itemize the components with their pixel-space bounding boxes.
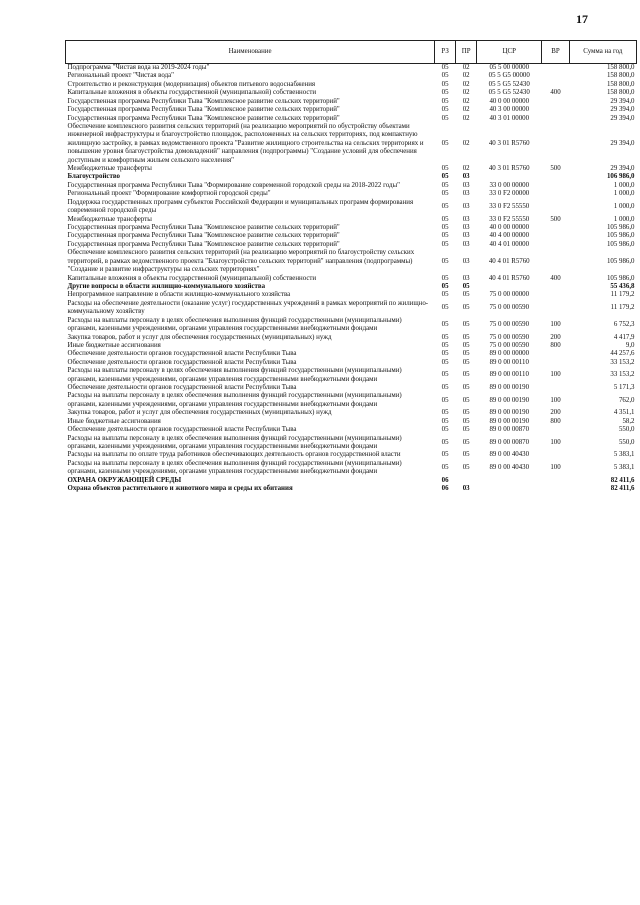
cell-rz: 05	[441, 224, 449, 232]
cell-name: Расходы на выплаты персоналу в целях обеспечения выполнения функций государственными (муниципальными) органами, казенными учреждениями, органами управления государственными внебюджетными фондами	[67, 367, 402, 383]
table-row	[66, 64, 637, 73]
cell-rz: 05	[441, 464, 449, 472]
cell-name: Расходы на выплаты персоналу в целях обеспечения выполнения функций государственными (муниципальными) органами, казенными учреждениями, органами управления государственными внебюджетными фондами	[67, 392, 402, 408]
cell-csr: 75 0 00 00000	[489, 291, 530, 299]
cell-pr: 05	[462, 417, 470, 425]
cell-name: Государственная программа Республики Тыва "Комплексное развитие сельских территорий"	[67, 232, 340, 240]
cell-sum: 5 383,1	[613, 464, 635, 472]
cell-rz: 05	[441, 282, 449, 290]
cell-vr: 100	[550, 464, 561, 472]
column-header-sum: Сумма на год	[569, 41, 636, 64]
table-row	[66, 342, 637, 350]
column-header-rz: РЗ	[435, 41, 456, 64]
cell-sum: 1 000,0	[613, 190, 635, 198]
cell-csr: 89 0 00 00110	[489, 358, 529, 366]
cell-csr: 89 0 00 00110	[489, 371, 529, 379]
cell-csr: 89 0 00 00190	[489, 417, 530, 425]
cell-vr	[542, 451, 569, 459]
cell-name: Государственная программа Республики Тыва "Комплексное развитие сельских территорий"	[67, 97, 340, 105]
cell-csr: 40 3 01 R5760	[488, 165, 530, 173]
cell-pr: 03	[462, 274, 470, 282]
table-row	[66, 451, 637, 459]
cell-name: Региональный проект "Чистая вода"	[67, 72, 174, 80]
table-header	[66, 41, 637, 64]
cell-csr: 89 0 00 00190	[489, 396, 530, 404]
table-row	[66, 89, 637, 97]
table-row	[66, 173, 637, 181]
cell-vr	[542, 72, 569, 80]
cell-pr: 02	[462, 89, 470, 97]
cell-sum: 29 394,0	[610, 114, 635, 122]
cell-name: Региональный проект "Формирование комфортной городской среды"	[67, 190, 271, 198]
cell-vr	[542, 291, 569, 299]
cell-pr: 03	[462, 190, 470, 198]
cell-pr: 03	[462, 257, 470, 265]
cell-sum: 4 417,9	[613, 333, 635, 341]
cell-name: Обеспечение деятельности органов государственной власти Республики Тыва	[67, 350, 297, 358]
cell-sum: 158 800,0	[606, 72, 635, 80]
cell-name: Обеспечение деятельности органов государственной власти Республики Тыва	[67, 358, 297, 366]
cell-sum: 550,0	[618, 438, 635, 446]
cell-name: Государственная программа Республики Тыва "Формирование современной городской среды на 2018-2022 годы"	[67, 181, 400, 189]
cell-name: Государственная программа Республики Тыва "Комплексное развитие сельских территорий"	[67, 106, 340, 114]
table-row	[66, 435, 637, 452]
cell-vr: 100	[550, 371, 561, 379]
table-row	[66, 409, 637, 417]
cell-pr: 03	[462, 485, 470, 493]
table-row	[66, 241, 637, 249]
cell-rz: 05	[441, 165, 449, 173]
cell-csr	[477, 283, 542, 291]
cell-csr: 40 4 01 R5760	[488, 274, 530, 282]
budget-table	[65, 40, 637, 494]
table-row	[66, 485, 637, 493]
table-row	[66, 350, 637, 358]
cell-sum: 6 752,3	[613, 320, 635, 328]
table-row	[66, 98, 637, 106]
cell-name: Обеспечение комплексного развития сельских территорий (на реализацию мероприятий по благоустройству сельских территорий, в рамках ведомственного проекта "Благоустройство сельских территорий" направления (подпрограммы) "Создание и развитие инфраструктуры на сельских территориях"	[67, 249, 415, 274]
cell-sum: 5 171,3	[613, 384, 635, 392]
cell-vr: 100	[550, 396, 561, 404]
cell-pr: 03	[462, 181, 470, 189]
cell-csr: 89 0 00 00000	[489, 350, 530, 358]
cell-rz: 05	[441, 409, 449, 417]
cell-pr: 05	[462, 350, 470, 358]
cell-name: Обеспечение комплексного развития сельских территорий (на реализацию мероприятий по обустройству объектами инженерной инфраструктуры и благоустройство площадок, расположенных на сельских территориях, под компактную жилищную застройку, в рамках ведомственного проекта "Развитие жилищного строительства на сельских территориях и повышение уровня благоустройства домовладений" направления (подпрограммы) "Создание условий для обеспечения доступным и комфортным жильем сельского населения"	[67, 122, 424, 164]
column-header-vr: ВР	[542, 41, 569, 64]
cell-name: Благоустройство	[67, 173, 120, 181]
cell-csr: 33 0 F2 00000	[489, 190, 530, 198]
cell-sum: 4 351,1	[613, 409, 635, 417]
cell-sum: 105 986,0	[606, 240, 635, 248]
cell-vr: 400	[550, 89, 561, 97]
column-header-pr: ПР	[456, 41, 477, 64]
cell-name: Расходы на выплаты персоналу в целях обеспечения выполнения функций государственными (муниципальными) органами, казенными учреждениями, органами управления государственными внебюджетными фондами	[67, 459, 402, 476]
table-row	[66, 224, 637, 232]
cell-name: Подпрограмма "Чистая вода на 2019-2024 годы"	[67, 64, 210, 71]
cell-csr: 40 4 00 00000	[489, 232, 530, 240]
table-row	[66, 232, 637, 240]
cell-rz: 05	[441, 291, 449, 299]
cell-name: Расходы на выплаты персоналу в целях обеспечения выполнения функций государственными (муниципальными) органами, казенными учреждениями, органами управления государственными внебюджетными фондами	[67, 434, 402, 450]
cell-csr: 05 5 G5 52430	[488, 89, 530, 97]
cell-rz: 05	[441, 350, 449, 358]
cell-pr: 02	[462, 64, 470, 71]
table-row	[66, 216, 637, 224]
cell-sum: 158 800,0	[606, 64, 635, 71]
cell-rz: 05	[441, 240, 449, 248]
cell-pr: 02	[462, 72, 470, 80]
cell-rz: 05	[441, 232, 449, 240]
cell-pr: 05	[462, 358, 470, 366]
cell-rz: 05	[441, 371, 449, 379]
cell-name: Капитальные вложения в объекты государственной (муниципальной) собственности	[67, 274, 317, 282]
cell-sum: 550,0	[618, 426, 635, 434]
cell-rz: 05	[441, 274, 449, 282]
cell-csr: 75 0 00 00590	[489, 333, 530, 341]
cell-pr: 05	[462, 384, 470, 392]
cell-vr: 200	[550, 333, 561, 341]
cell-rz: 06	[441, 476, 449, 484]
table-row	[66, 367, 637, 384]
cell-vr: 800	[550, 417, 561, 425]
cell-csr: 75 0 00 00590	[489, 304, 530, 312]
cell-name: Расходы на выплаты персоналу в целях обеспечения выполнения функций государственными (муниципальными) органами, казенными учреждениями, органами управления государственными внебюджетными фондами	[67, 316, 402, 333]
cell-pr	[456, 477, 477, 485]
table-row	[66, 334, 637, 342]
cell-pr: 02	[462, 106, 470, 114]
cell-sum: 105 986,0	[606, 232, 635, 240]
cell-pr: 03	[462, 215, 470, 223]
cell-name: Закупка товаров, работ и услуг для обеспечения государственных (муниципальных) нужд	[67, 409, 332, 417]
cell-pr: 05	[462, 282, 470, 290]
cell-vr	[542, 283, 569, 291]
table-row	[66, 283, 637, 291]
cell-vr	[542, 359, 569, 367]
cell-sum: 11 179,2	[610, 291, 635, 299]
cell-sum: 5 383,1	[613, 451, 635, 459]
cell-rz: 05	[441, 181, 449, 189]
cell-vr	[542, 98, 569, 106]
cell-csr	[477, 477, 542, 485]
table-row	[66, 275, 637, 283]
cell-rz: 05	[441, 80, 449, 88]
cell-vr	[542, 232, 569, 240]
cell-name: Иные бюджетные ассигнования	[67, 341, 161, 349]
cell-pr: 02	[462, 97, 470, 105]
table-row	[66, 190, 637, 198]
column-header-csr: ЦСР	[477, 41, 542, 64]
cell-sum: 9,0	[625, 341, 635, 349]
cell-vr: 200	[550, 409, 561, 417]
cell-sum: 29 394,0	[610, 97, 635, 105]
cell-name: Обеспечение деятельности органов государственной власти Республики Тыва	[67, 426, 297, 434]
cell-sum: 58,2	[622, 417, 635, 425]
cell-vr	[542, 485, 569, 493]
cell-csr: 33 0 F2 55550	[489, 215, 530, 223]
cell-sum: 29 394,0	[610, 106, 635, 114]
page-number: 17	[576, 12, 588, 26]
cell-name: Иные бюджетные ассигнования	[67, 417, 161, 425]
cell-rz: 05	[441, 438, 449, 446]
cell-vr	[542, 350, 569, 358]
cell-rz: 06	[441, 485, 449, 493]
table-row	[66, 182, 637, 190]
cell-rz: 05	[441, 451, 449, 459]
cell-pr: 05	[462, 396, 470, 404]
cell-sum: 29 394,0	[610, 139, 635, 147]
cell-vr	[542, 81, 569, 89]
cell-csr: 40 3 01 00000	[489, 114, 530, 122]
cell-name: Межбюджетные трансферты	[67, 215, 152, 223]
cell-name: Поддержка государственных программ субъектов Российской Федерации и муниципальных программ формирования современной городской среды	[67, 198, 414, 215]
table-row	[66, 426, 637, 434]
table-row	[66, 477, 637, 485]
table-row	[66, 165, 637, 173]
cell-csr: 75 0 00 00590	[489, 341, 530, 349]
cell-sum: 158 800,0	[606, 89, 635, 97]
cell-vr	[542, 173, 569, 181]
cell-sum: 158 800,0	[606, 80, 635, 88]
cell-name: Другие вопросы в области жилищно-коммунального хозяйства	[67, 282, 266, 290]
cell-vr	[542, 106, 569, 114]
cell-vr: 100	[550, 438, 561, 446]
cell-rz: 05	[441, 417, 449, 425]
cell-pr: 02	[462, 114, 470, 122]
cell-name: Охрана объектов растительного и животного мира и среды их обитания	[67, 485, 293, 493]
cell-rz: 05	[441, 173, 449, 181]
cell-pr: 02	[462, 80, 470, 88]
cell-sum: 105 986,0	[606, 274, 635, 282]
table-row	[66, 384, 637, 392]
cell-pr: 02	[462, 165, 470, 173]
cell-vr: 800	[550, 341, 561, 349]
table-row	[66, 300, 637, 317]
cell-rz: 05	[441, 304, 449, 312]
cell-pr: 02	[462, 139, 470, 147]
cell-pr: 03	[462, 224, 470, 232]
cell-vr	[542, 241, 569, 249]
cell-name: Закупка товаров, работ и услуг для обеспечения государственных (муниципальных) нужд	[67, 333, 332, 341]
cell-csr: 75 0 00 00590	[489, 320, 530, 328]
cell-csr: 89 0 00 00870	[489, 426, 530, 434]
cell-rz: 05	[441, 257, 449, 265]
cell-vr	[542, 384, 569, 392]
cell-name: Непрограммное направление в области жилищно-коммунального хозяйства	[67, 291, 291, 299]
cell-vr	[542, 249, 569, 274]
cell-rz: 05	[441, 139, 449, 147]
cell-rz: 05	[441, 106, 449, 114]
cell-sum: 82 411,6	[610, 476, 635, 484]
table-row	[66, 81, 637, 89]
cell-rz: 05	[441, 190, 449, 198]
cell-sum: 44 257,6	[610, 350, 635, 358]
cell-name: Капитальные вложения в объекты государственной (муниципальной) собственности	[67, 89, 317, 97]
cell-rz: 05	[441, 64, 449, 71]
cell-rz: 05	[441, 202, 449, 210]
table-row	[66, 359, 637, 367]
cell-rz: 05	[441, 72, 449, 80]
table-row	[66, 249, 637, 274]
cell-name: Расходы на обеспечение деятельности (оказание услуг) государственных учреждений в рамках мероприятий по жилищно-коммунальному хозяйству	[67, 299, 429, 316]
cell-sum: 105 986,0	[606, 257, 635, 265]
cell-rz: 05	[441, 97, 449, 105]
column-header-name: Наименование	[66, 41, 435, 64]
cell-pr: 05	[462, 409, 470, 417]
cell-pr: 05	[462, 426, 470, 434]
cell-name: Строительство и реконструкция (модернизация) объектов питьевого водоснабжения	[67, 80, 316, 88]
table-row	[66, 115, 637, 123]
cell-pr: 03	[462, 173, 470, 181]
table-row	[66, 106, 637, 114]
cell-name: Государственная программа Республики Тыва "Комплексное развитие сельских территорий"	[67, 224, 340, 232]
cell-csr: 33 0 F2 55550	[489, 202, 530, 210]
cell-sum: 1 000,0	[613, 215, 635, 223]
cell-vr	[542, 123, 569, 165]
cell-name: Обеспечение деятельности органов государственной власти Республики Тыва	[67, 384, 297, 392]
cell-csr: 40 3 00 00000	[489, 106, 530, 114]
cell-pr: 03	[462, 202, 470, 210]
cell-rz: 05	[441, 426, 449, 434]
table-body	[66, 64, 637, 494]
cell-pr: 05	[462, 451, 470, 459]
cell-csr: 05 5 G5 00000	[488, 72, 530, 80]
cell-pr: 05	[462, 304, 470, 312]
cell-rz: 05	[441, 384, 449, 392]
cell-rz: 05	[441, 358, 449, 366]
cell-sum: 29 394,0	[610, 165, 635, 173]
cell-sum: 33 153,2	[610, 371, 635, 379]
cell-sum: 11 179,2	[610, 304, 635, 312]
cell-vr	[542, 182, 569, 190]
cell-sum: 106 986,0	[606, 173, 635, 181]
cell-vr	[542, 477, 569, 485]
cell-vr: 500	[550, 215, 561, 223]
cell-rz: 05	[441, 320, 449, 328]
cell-csr	[477, 485, 542, 493]
table-row	[66, 199, 637, 216]
cell-pr: 05	[462, 371, 470, 379]
cell-csr: 40 0 00 00000	[489, 224, 530, 232]
cell-csr: 05 5 00 00000	[489, 64, 530, 71]
cell-pr: 05	[462, 333, 470, 341]
cell-vr	[542, 190, 569, 198]
table-row	[66, 317, 637, 334]
cell-pr: 05	[462, 438, 470, 446]
cell-pr: 03	[462, 240, 470, 248]
cell-csr: 33 0 00 00000	[489, 181, 530, 189]
cell-vr	[542, 224, 569, 232]
cell-rz: 05	[441, 215, 449, 223]
cell-sum: 105 986,0	[606, 224, 635, 232]
cell-name: Расходы на выплаты по оплате труда работников обеспечивающих деятельность органов государственной власти	[67, 451, 401, 459]
cell-rz: 05	[441, 333, 449, 341]
cell-csr: 40 4 01 00000	[489, 240, 530, 248]
cell-sum: 55 436,8	[610, 282, 635, 290]
cell-vr: 500	[550, 165, 561, 173]
cell-pr: 03	[462, 232, 470, 240]
cell-name: Государственная программа Республики Тыва "Комплексное развитие сельских территорий"	[67, 240, 340, 248]
table-row	[66, 72, 637, 80]
cell-vr: 100	[550, 320, 561, 328]
cell-csr: 05 5 G5 52430	[488, 80, 530, 88]
cell-csr: 40 3 01 R5760	[488, 139, 530, 147]
cell-csr: 40 0 00 00000	[489, 97, 530, 105]
cell-rz: 05	[441, 341, 449, 349]
cell-csr: 89 0 00 40430	[489, 464, 530, 472]
cell-pr: 05	[462, 291, 470, 299]
cell-csr: 40 4 01 R5760	[488, 257, 530, 265]
cell-pr: 05	[462, 320, 470, 328]
cell-sum: 1 000,0	[613, 181, 635, 189]
cell-csr	[477, 173, 542, 181]
cell-rz: 05	[441, 114, 449, 122]
table-row	[66, 123, 637, 165]
cell-vr	[542, 300, 569, 317]
cell-csr: 89 0 00 00190	[489, 409, 530, 417]
cell-rz: 05	[441, 396, 449, 404]
cell-name: ОХРАНА ОКРУЖАЮЩЕЙ СРЕДЫ	[67, 476, 182, 484]
cell-sum: 1 000,0	[613, 202, 635, 210]
cell-pr: 05	[462, 464, 470, 472]
cell-vr	[542, 64, 569, 73]
cell-csr: 89 0 00 40430	[489, 451, 530, 459]
cell-vr	[542, 115, 569, 123]
cell-vr	[542, 199, 569, 216]
cell-csr: 89 0 00 00870	[489, 438, 530, 446]
table-row	[66, 392, 637, 409]
table-row	[66, 460, 637, 477]
table-row	[66, 418, 637, 426]
cell-sum: 33 153,2	[610, 358, 635, 366]
cell-sum: 82 411,6	[610, 485, 635, 493]
cell-sum: 762,0	[618, 396, 635, 404]
cell-name: Межбюджетные трансферты	[67, 165, 152, 173]
cell-pr: 05	[462, 341, 470, 349]
cell-vr	[542, 426, 569, 434]
cell-vr: 400	[550, 274, 561, 282]
cell-name: Государственная программа Республики Тыва "Комплексное развитие сельских территорий"	[67, 114, 340, 122]
table-row	[66, 291, 637, 299]
cell-rz: 05	[441, 89, 449, 97]
cell-csr: 89 0 00 00190	[489, 384, 530, 392]
